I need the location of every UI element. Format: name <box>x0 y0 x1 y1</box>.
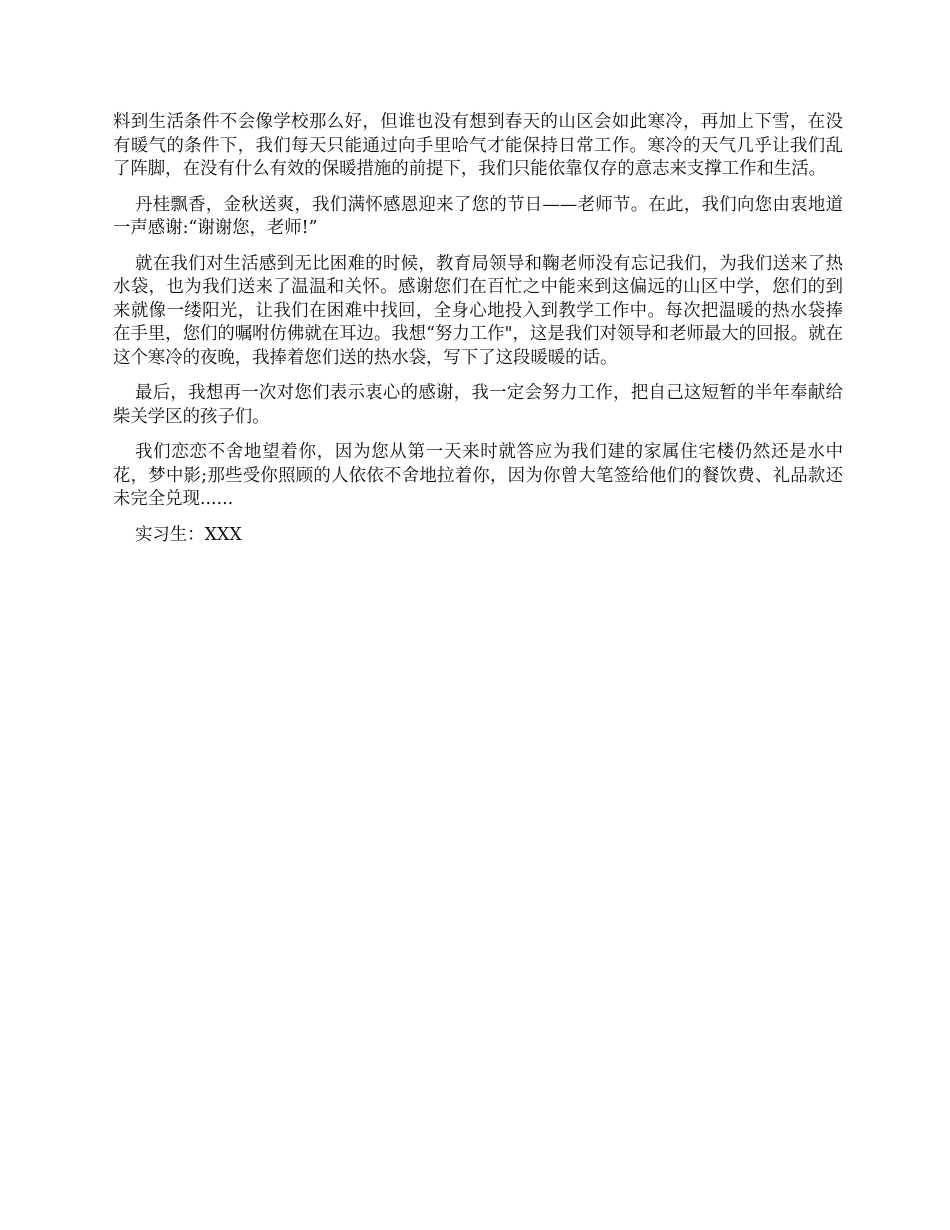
paragraph-gratitude-hot-water-bag: 就在我们对生活感到无比困难的时候，教育局领导和鞠老师没有忘记我们，为我们送来了热水袋，也为我们送来了温温和关怀。感谢您们在百忙之中能来到这偏远的山区中学，您们的到来就像一缕阳光，让我们在困难中找回，全身心地投入到教学工作中。每次把温暖的热水袋捧在手里，您们的嘱咐仿佛就在耳边。我想“努力工作"，这是我们对领导和老师最大的回报。就在这个寒冷的夜晚，我捧着您们送的热水袋，写下了这段暖暖的话。 <box>113 253 843 368</box>
signature: 实习生：XXX <box>135 524 242 545</box>
paragraph-final-thanks: 最后，我想再一次对您们表示衷心的感谢，我一定会努力工作，把自己这短暂的半年奉献给柴关学区的孩子们。 <box>113 383 843 427</box>
paragraph-farewell: 我们恋恋不舍地望着你，因为您从第一天来时就答应为我们建的家属住宅楼仍然还是水中花，梦中影;那些受你照顾的人依依不舍地拉着你，因为你曾大笔签给他们的餐饮费、礼品款还未完全兑现...... <box>113 442 843 509</box>
paragraph-continuation: 料到生活条件不会像学校那么好，但谁也没有想到春天的山区会如此寒冷，再加上下雪，在没有暖气的条件下，我们每天只能通过向手里哈气才能保持日常工作。寒冷的天气几乎让我们乱了阵脚，在没有什么有效的保暖措施的前提下，我们只能依靠仅存的意志来支撑工作和生活。 <box>113 112 843 179</box>
document-page <box>113 111 843 547</box>
paragraph-teachers-day-greeting: 丹桂飘香，金秋送爽，我们满怀感恩迎来了您的节日——老师节。在此，我们向您由衷地道一声感谢:“谢谢您，老师!” <box>113 194 843 238</box>
